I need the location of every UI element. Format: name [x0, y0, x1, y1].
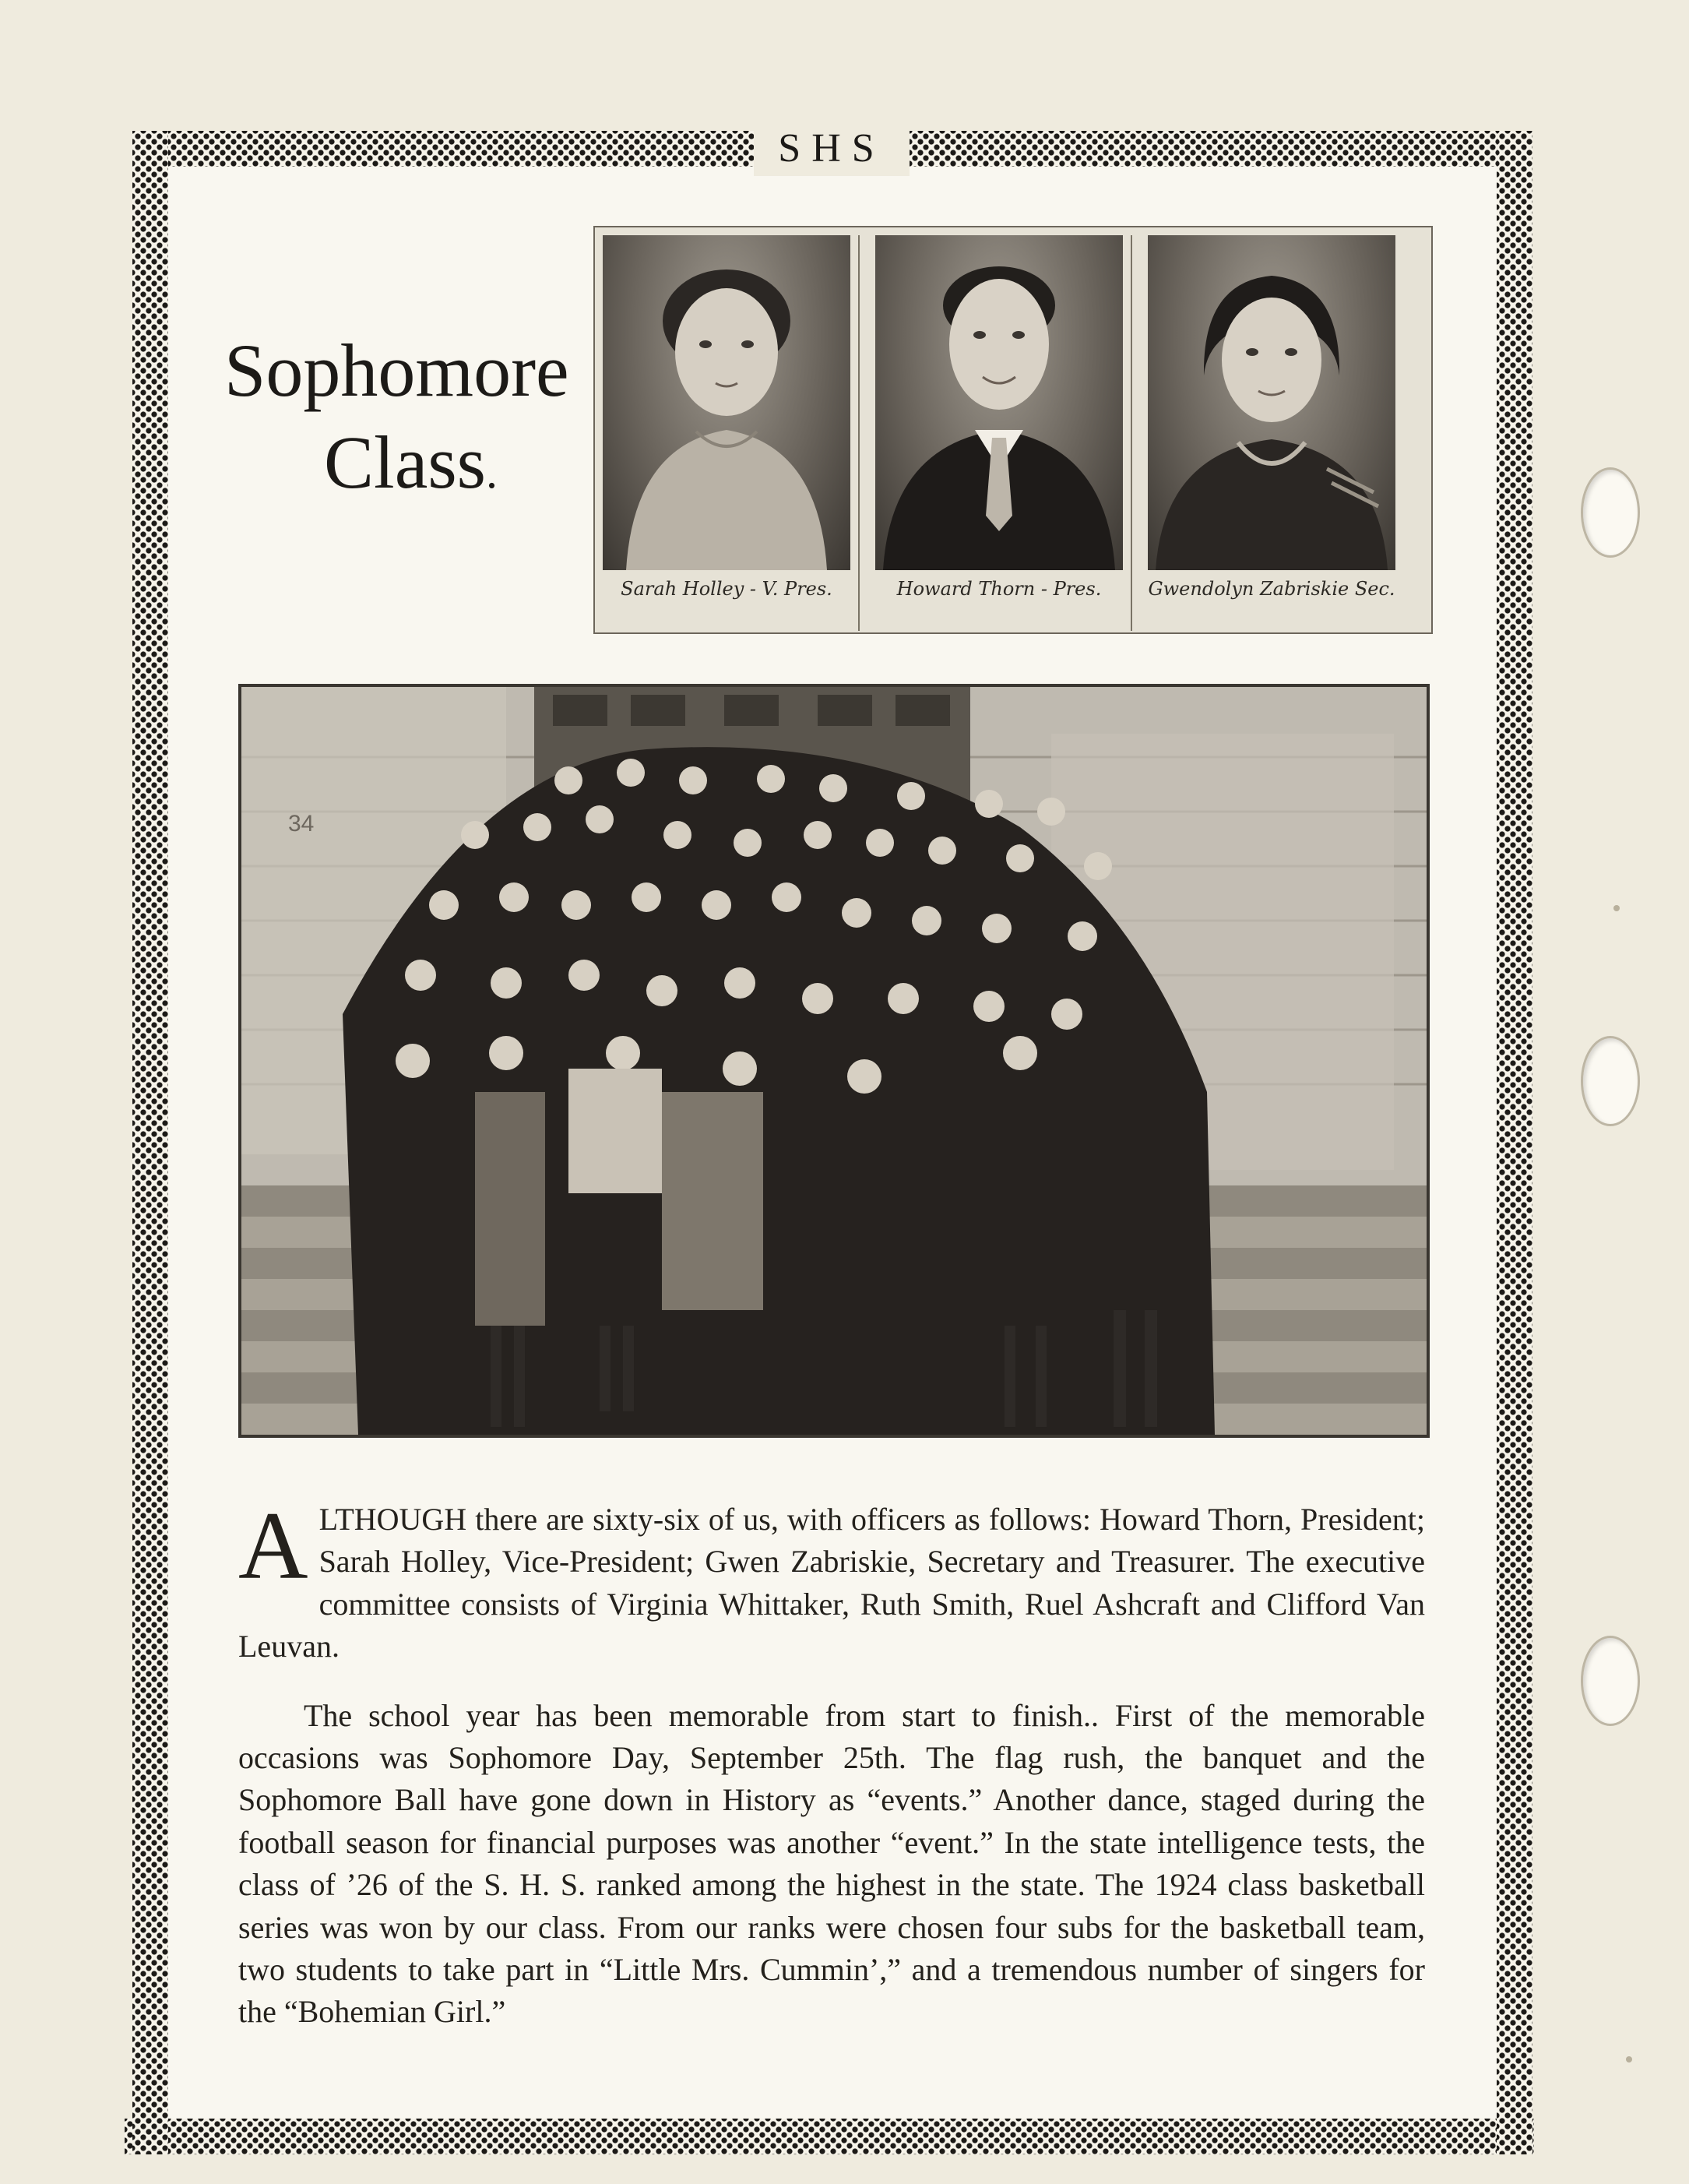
paragraph-1-text: LTHOUGH there are sixty-six of us, with officers as follows: Howard Thorn, President; Sarah Holley, Vice-President; Gwen Zabriskie, Secretary and Treasurer. The executive committee consists of Virginia Whittaker, Ruth Smith, Ruel Ashcraft and Clifford Van Leuvan.	[238, 1502, 1425, 1664]
paper-speck	[1626, 2056, 1632, 2062]
paragraph-1	[238, 1492, 1425, 1668]
binder-hole-bottom	[1581, 1636, 1640, 1726]
class-group-photo	[238, 684, 1430, 1438]
portrait-photo	[875, 235, 1123, 570]
portrait-caption: Sarah Holley - V. Pres.	[621, 578, 832, 600]
wall-marking: 34	[288, 811, 315, 837]
border-top-left	[146, 131, 754, 167]
paragraph-2: The school year has been memorable from start to finish.. First of the memorable occasions was Sophomore Day, September 25th. The flag rush, the banquet and the Sophomore Ball have gone down in History as “events.” Another dance, staged during the football season for financial purposes was another “event.” In the state intelligence tests, the class of ’26 of the S. H. S. ranked among the highest in the state. The 1924 class basketball series was won by our class. From our ranks were chosen four subs for the basketball team, two students to take part in “Little Mrs. Cummin’,” and a tremendous number of singers for the “Bohemian Girl.”	[238, 1697, 1425, 2030]
portrait-secretary	[1140, 235, 1403, 631]
portrait-photo	[603, 235, 850, 570]
binder-hole-top	[1581, 467, 1640, 558]
drop-cap: A	[238, 1492, 308, 1599]
border-bottom	[125, 2119, 1534, 2154]
paper-speck	[1613, 905, 1620, 911]
portrait-caption: Gwendolyn Zabriskie Sec.	[1148, 578, 1395, 600]
portrait-caption: Howard Thorn - Pres.	[896, 578, 1102, 600]
article-body	[238, 1492, 1425, 2034]
portrait-president	[867, 235, 1132, 631]
portrait-vice-president	[595, 235, 860, 631]
section-heading	[224, 329, 590, 504]
border-right	[1497, 131, 1532, 2154]
portrait-photo	[1148, 235, 1395, 570]
officer-portraits	[593, 226, 1433, 634]
border-top-right	[910, 131, 1532, 167]
heading-line-1: Sophomore	[224, 329, 569, 412]
binder-hole-middle	[1581, 1036, 1640, 1126]
heading-line-2: Class.	[324, 421, 498, 504]
page-header-title: SHS	[754, 122, 910, 176]
border-left	[132, 131, 168, 2154]
